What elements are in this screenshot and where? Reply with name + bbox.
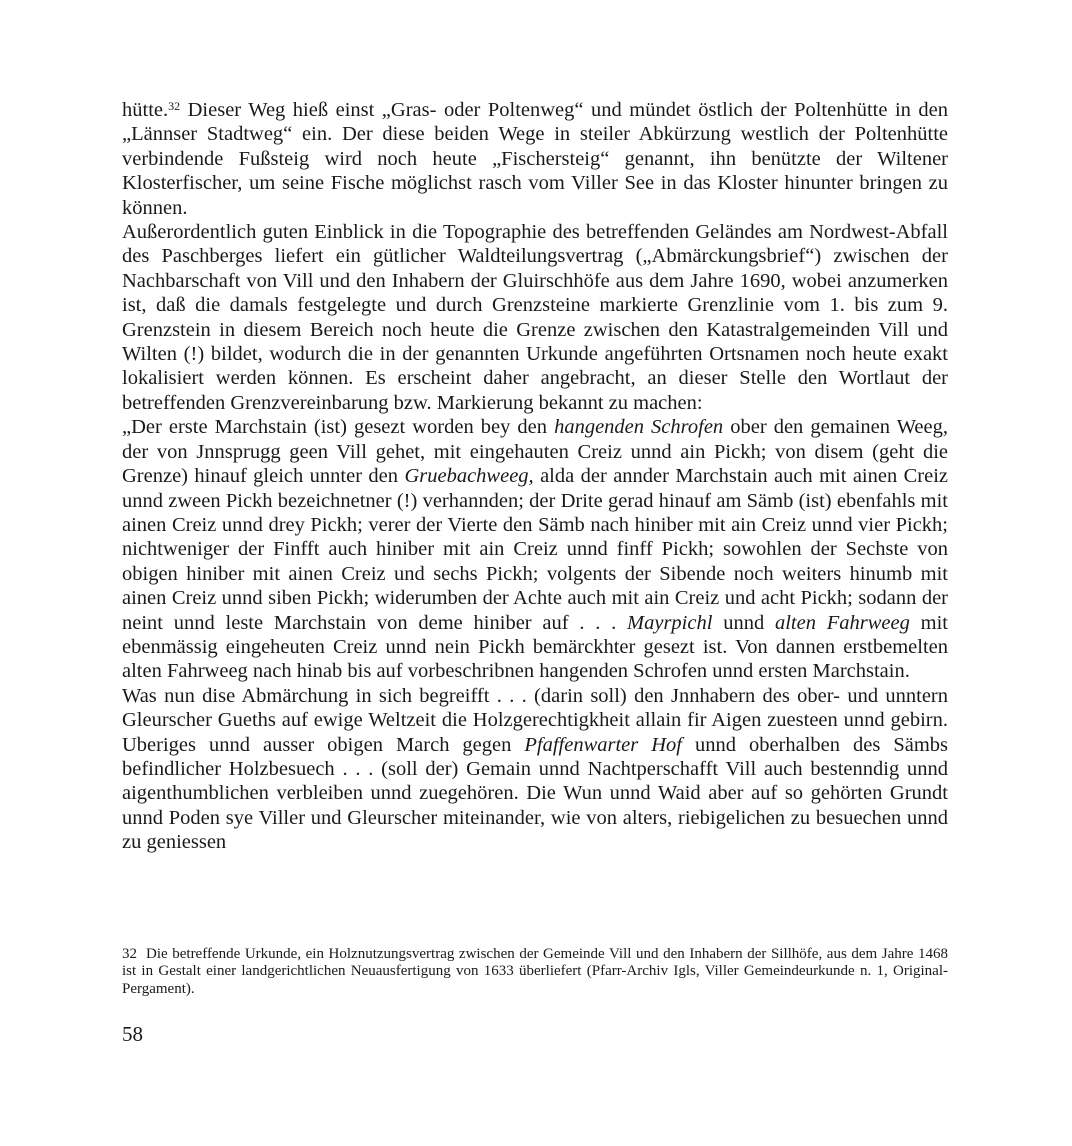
text-run: ober den gemainen Weeg, der von Jnnsprugg geen Vill gehet, mit eingehauten Creiz unnd ain Pickh; von disem (geht die Grenze) hinauf gleich unnter den: [122, 416, 948, 488]
paragraph-4: [122, 684, 948, 855]
text-run: mit ebenmässig eingeheuten Creiz unnd nein Pickh bemärckhter gesezt ist. Von dannen erstbemelten alten Fahrweeg nach hinab bis auf vorbeschribnen hangenden Schrofen unnd ersten Marchstain.: [122, 611, 948, 683]
page-number: 58: [122, 1022, 143, 1046]
footnote-32: [122, 946, 948, 998]
footnote-reference: 32: [168, 99, 181, 113]
text-run: Außerordentlich guten Einblick in die Topographie des betreffenden Geländes am Nordwest-Abfall des Paschberges liefert ein gütlicher Waldteilungsvertrag („Abmärckungsbrief“) zwischen der Nachbarschaft von Vill und den Inhabern der Gluirschhöfe aus dem Jahre 1690, wobei anzumerken ist, daß die damals festgelegte und durch Grenzsteine markierte Grenzlinie vom 1. bis zum 9. Grenzstein in diesem Bereich noch heute die Grenze zwischen den Katastralgemeinden Vill und Wilten (!) bildet, wodurch die in der genannten Urkunde angeführten Ortsnamen noch heute exakt lokalisiert werden können. Es erscheint daher angebracht, an dieser Stelle den Wortlaut der betreffenden Grenzvereinbarung bzw. Markierung bekannt zu machen:: [122, 221, 948, 414]
paragraph-1: [122, 98, 948, 220]
main-text: [122, 98, 948, 855]
text-run: unnd oberhalben des Sämbs befindlicher Holzbesuech . . . (soll der) Gemain unnd Nachtperschafft Vill auch bestenndig unnd aigenthumblichen verbleiben unnd zuegehören. Die Wun unnd Waid aber auf so gehörten Grundt unnd Poden sye Viller und Gleurscher miteinander, wie von alters, riebigelichen zu besuechen unnd zu geniessen: [122, 733, 948, 854]
italic-place-name: Gruebachweeg,: [404, 465, 534, 488]
italic-place-name: Mayrpichl: [627, 611, 713, 634]
footnote-number: 32: [122, 946, 137, 962]
text-run: hütte.: [122, 99, 169, 121]
paragraph-3-quote: [122, 415, 948, 683]
text-run: Dieser Weg hieß einst „Gras- oder Poltenweg“ und mündet östlich der Poltenhütte in den „Lännser Stadtweg“ ein. Der diese beiden Wege in steiler Abkürzung westlich der Poltenhütte verbindende Fußsteig wird noch heute „Fischersteig“ genannt, ihn benützte der Wiltener Klosterfischer, um seine Fische möglichst rasch vom Viller See in das Kloster hinunter bringen zu können.: [122, 99, 948, 219]
italic-place-name: Pfaffenwarter Hof: [524, 733, 682, 756]
italic-place-name: hangenden Schrofen: [554, 416, 724, 439]
paragraph-2: [122, 220, 948, 415]
text-run: Was nun dise Abmärchung in sich begreifft . . . (darin soll) den Jnnhabern des ober- und unntern Gleurscher Gueths auf ewige Weltzeit die Holzgerechtigkheit allain fir Aigen zuesteen unnd gebirn. Uberiges unnd ausser obigen March gegen: [122, 684, 948, 756]
text-run: „Der erste Marchstain (ist) gesezt worden bey den: [122, 416, 555, 439]
footnote-text: Die betreffende Urkunde, ein Holznutzungsvertrag zwischen der Gemeinde Vill und den Inhabern der Sillhöfe, aus dem Jahre 1468 ist in Gestalt einer landgerichtlichen Neuausfertigung von 1633 überliefert (Pfarr-Archiv Igls, Viller Gemeindeurkunde n. 1, Original-Pergament).: [122, 946, 948, 997]
text-run: alda der annder Marchstain auch mit ainen Creiz unnd zween Pickh bezeichnetner (!) verhannden; der Drite gerad hinauf am Sämb (ist) ebenfahls mit ainen Creiz unnd drey Pickh; verer der Vierte den Sämb nach hiniber mit ain Creiz unnd vier Pickh; nichtweniger der Finfft auch hiniber mit ain Creiz unnd finff Pickh; sowohlen der Sechste von obigen hiniber mit ainen Creiz und sechs Pickh; volgents der Sibende noch weiters hinumb mit ainen Creiz unnd siben Pickh; widerumben der Achte auch mit ain Creiz und acht Pickh; sodann der neint unnd leste Marchstain von deme hiniber auf . . .: [122, 465, 948, 634]
text-run: unnd: [712, 611, 775, 634]
italic-place-name: alten Fahrweeg: [774, 611, 910, 634]
